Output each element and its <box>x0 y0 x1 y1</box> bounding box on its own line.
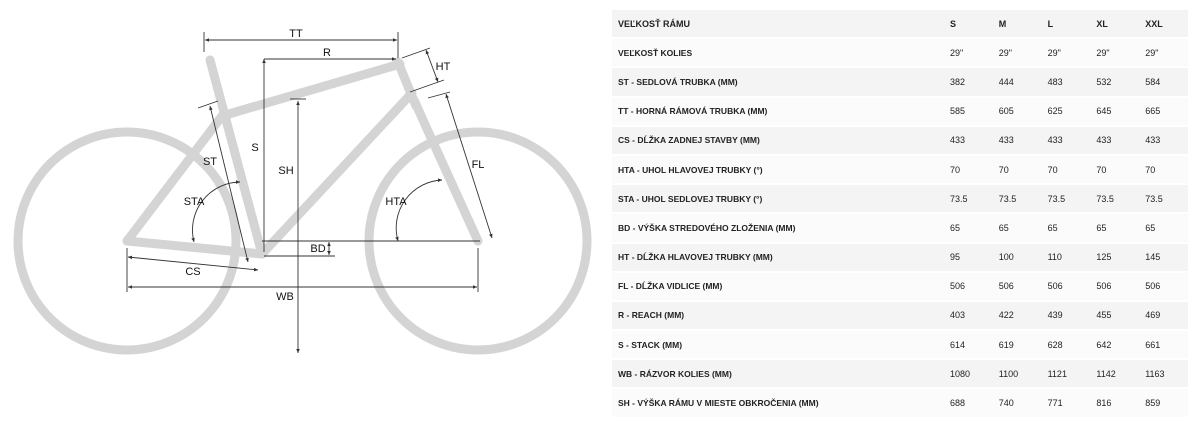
label-hta: HTA <box>385 196 407 208</box>
geometry-table <box>612 10 1188 419</box>
label-cs: CS <box>185 266 201 278</box>
cell-value: 619 <box>993 330 1042 359</box>
cell-value: 506 <box>1042 272 1091 301</box>
row-label: BD - VÝŠKA STREDOVÉHO ZLOŽENIA (MM) <box>612 213 944 242</box>
table-row <box>612 184 1188 213</box>
cell-value: 65 <box>1042 213 1091 242</box>
table-row <box>612 272 1188 301</box>
header-label: VEĽKOSŤ RÁMU <box>612 10 944 38</box>
cell-value: 1142 <box>1090 359 1139 388</box>
header-size-xxl: XXL <box>1139 10 1188 38</box>
table-row <box>612 155 1188 184</box>
row-label: HTA - UHOL HLAVOVEJ TRUBKY (°) <box>612 155 944 184</box>
cell-value: 642 <box>1090 330 1139 359</box>
table-row <box>612 67 1188 96</box>
cell-value: 816 <box>1090 388 1139 417</box>
cell-value: 65 <box>1090 213 1139 242</box>
cell-value: 771 <box>1042 388 1091 417</box>
bike-frame <box>127 60 478 254</box>
cell-value: 70 <box>993 155 1042 184</box>
cell-value: 433 <box>993 126 1042 155</box>
cell-value: 73.5 <box>993 184 1042 213</box>
row-label: STA - UHOL SEDLOVEJ TRUBKY (°) <box>612 184 944 213</box>
cell-value: 110 <box>1042 243 1091 272</box>
header-size-m: M <box>993 10 1042 38</box>
cell-value: 382 <box>944 67 993 96</box>
cell-value: 506 <box>993 272 1042 301</box>
cell-value: 455 <box>1090 301 1139 330</box>
row-label: TT - HORNÁ RÁMOVÁ TRUBKA (MM) <box>612 97 944 126</box>
label-ht: HT <box>435 61 451 73</box>
cell-value: 444 <box>993 67 1042 96</box>
cell-value: 145 <box>1139 243 1188 272</box>
table-row <box>612 388 1188 417</box>
cell-value: 585 <box>944 97 993 126</box>
cell-value: 73.5 <box>1042 184 1091 213</box>
header-size-s: S <box>944 10 993 38</box>
cell-value: 1163 <box>1139 359 1188 388</box>
cell-value: 584 <box>1139 67 1188 96</box>
cell-value: 65 <box>1139 213 1188 242</box>
label-tt: TT <box>289 28 303 40</box>
label-sh: SH <box>278 165 294 177</box>
cell-value: 29" <box>993 38 1042 67</box>
cell-value: 859 <box>1139 388 1188 417</box>
row-label: VEĽKOSŤ KOLIES <box>612 38 944 67</box>
cell-value: 29" <box>1090 38 1139 67</box>
cell-value: 433 <box>1042 126 1091 155</box>
cell-value: 70 <box>944 155 993 184</box>
cell-value: 73.5 <box>1139 184 1188 213</box>
table-row <box>612 97 1188 126</box>
table-row <box>612 243 1188 272</box>
label-r: R <box>323 47 331 59</box>
table-row <box>612 38 1188 67</box>
cell-value: 688 <box>944 388 993 417</box>
cell-value: 65 <box>993 213 1042 242</box>
label-s: S <box>251 142 259 154</box>
cell-value: 70 <box>1042 155 1091 184</box>
cell-value: 29" <box>1139 38 1188 67</box>
cell-value: 433 <box>1090 126 1139 155</box>
cell-value: 65 <box>944 213 993 242</box>
cell-value: 403 <box>944 301 993 330</box>
table-row <box>612 301 1188 330</box>
cell-value: 645 <box>1090 97 1139 126</box>
cell-value: 661 <box>1139 330 1188 359</box>
header-size-xl: XL <box>1090 10 1139 38</box>
table-row <box>612 213 1188 242</box>
cell-value: 125 <box>1090 243 1139 272</box>
cell-value: 95 <box>944 243 993 272</box>
header-size-l: L <box>1042 10 1091 38</box>
cell-value: 469 <box>1139 301 1188 330</box>
table-row <box>612 126 1188 155</box>
cell-value: 433 <box>1139 126 1188 155</box>
row-label: ST - SEDLOVÁ TRUBKA (MM) <box>612 67 944 96</box>
cell-value: 1121 <box>1042 359 1091 388</box>
cell-value: 439 <box>1042 301 1091 330</box>
cell-value: 605 <box>993 97 1042 126</box>
cell-value: 29" <box>1042 38 1091 67</box>
label-st: ST <box>202 156 218 168</box>
row-label: WB - RÁZVOR KOLIES (MM) <box>612 359 944 388</box>
cell-value: 100 <box>993 243 1042 272</box>
dimension-lines <box>127 32 492 353</box>
row-label: HT - DĹŽKA HLAVOVEJ TRUBKY (MM) <box>612 243 944 272</box>
label-fl: FL <box>471 159 485 171</box>
cell-value: 433 <box>944 126 993 155</box>
cell-value: 506 <box>944 272 993 301</box>
row-label: FL - DĹŽKA VIDLICE (MM) <box>612 272 944 301</box>
cell-value: 73.5 <box>944 184 993 213</box>
cell-value: 70 <box>1139 155 1188 184</box>
cell-value: 532 <box>1090 67 1139 96</box>
label-sta: STA <box>183 196 205 208</box>
cell-value: 70 <box>1090 155 1139 184</box>
cell-value: 628 <box>1042 330 1091 359</box>
cell-value: 740 <box>993 388 1042 417</box>
cell-value: 506 <box>1090 272 1139 301</box>
cell-value: 665 <box>1139 97 1188 126</box>
cell-value: 506 <box>1139 272 1188 301</box>
table-row <box>612 359 1188 388</box>
row-label: CS - DĹŽKA ZADNEJ STAVBY (MM) <box>612 126 944 155</box>
cell-value: 625 <box>1042 97 1091 126</box>
label-bd: BD <box>310 243 326 255</box>
cell-value: 483 <box>1042 67 1091 96</box>
row-label: SH - VÝŠKA RÁMU V MIESTE OBKROČENIA (MM) <box>612 388 944 417</box>
table-header-row <box>612 10 1188 38</box>
cell-value: 422 <box>993 301 1042 330</box>
cell-value: 614 <box>944 330 993 359</box>
cell-value: 1080 <box>944 359 993 388</box>
cell-value: 73.5 <box>1090 184 1139 213</box>
row-label: R - REACH (MM) <box>612 301 944 330</box>
cell-value: 29" <box>944 38 993 67</box>
cell-value: 1100 <box>993 359 1042 388</box>
table-row <box>612 330 1188 359</box>
label-wb: WB <box>276 291 294 303</box>
row-label: S - STACK (MM) <box>612 330 944 359</box>
